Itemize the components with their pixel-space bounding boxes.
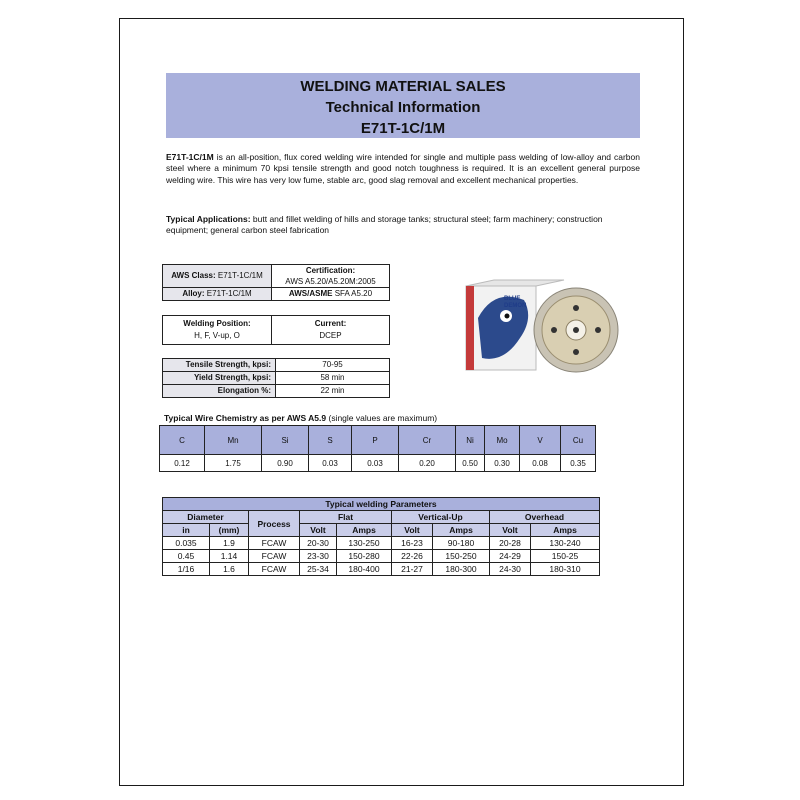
vertical-header: Vertical-Up [392, 511, 490, 524]
certification-cell [272, 265, 390, 288]
param-cell: 0.035 [163, 537, 210, 550]
param-cell: 1.6 [210, 563, 249, 576]
intro-product: E71T-1C/1M [166, 152, 214, 162]
asme-cell [272, 288, 390, 301]
chem-header: S [309, 426, 352, 455]
param-cell: 1.14 [210, 550, 249, 563]
intro-paragraph [166, 152, 640, 186]
param-cell: 180-300 [433, 563, 490, 576]
title-banner [166, 73, 640, 138]
param-cell: FCAW [249, 537, 300, 550]
chem-value: 1.75 [205, 455, 262, 472]
chem-header: Mo [485, 426, 520, 455]
chem-value: 0.35 [561, 455, 596, 472]
overhead-amps-header: Amps [531, 524, 600, 537]
chem-value: 0.03 [309, 455, 352, 472]
title-line-2: Technical Information [325, 99, 481, 116]
chem-header: Cu [561, 426, 596, 455]
alloy-value: E71T-1C/1M [206, 289, 252, 298]
yield-value: 58 min [276, 372, 390, 385]
chem-value: 0.12 [160, 455, 205, 472]
param-cell: 130-240 [531, 537, 600, 550]
product-photo [464, 278, 624, 378]
param-cell: 16-23 [392, 537, 433, 550]
intro-text: is an all-position, flux cored welding wire intended for single and multiple pass welding of low-alloy and carbon steel where a minimum 70 kpsi tensile strength and good notch toughness is required. It is an excellent general purpose welding wire. This wire has very low fume, stable arc, good slag removal and excellent mechanical properties. [166, 152, 640, 185]
title-line-1: WELDING MATERIAL SALES [300, 78, 506, 95]
chem-value: 0.08 [520, 455, 561, 472]
process-header: Process [249, 511, 300, 537]
chem-header: P [352, 426, 399, 455]
brand-line-1: BLUE [504, 296, 521, 302]
param-cell: 150-280 [337, 550, 392, 563]
param-cell: 90-180 [433, 537, 490, 550]
chem-header: V [520, 426, 561, 455]
box-red-stripe [466, 286, 474, 370]
in-header: in [163, 524, 210, 537]
chemistry-table [159, 425, 596, 472]
param-cell: 24-29 [490, 550, 531, 563]
title-line-3: E71T-1C/1M [360, 120, 446, 137]
param-cell: 24-30 [490, 563, 531, 576]
yield-label: Yield Strength, kpsi: [163, 372, 276, 385]
applications-paragraph [166, 214, 640, 237]
elongation-label: Elongation %: [163, 385, 276, 398]
param-cell: 23-30 [300, 550, 337, 563]
param-cell: 180-310 [531, 563, 600, 576]
applications-text: butt and fillet welding of hills and storage tanks; structural steel; farm machinery; construction equipment; general carbon steel fabrication [166, 214, 603, 236]
param-cell: FCAW [249, 563, 300, 576]
chem-value: 0.03 [352, 455, 399, 472]
vertical-volt-header: Volt [392, 524, 433, 537]
chem-header: Ni [456, 426, 485, 455]
param-cell: 150-25 [531, 550, 600, 563]
brand-line-2: DEMON [504, 303, 527, 309]
param-cell: 25-34 [300, 563, 337, 576]
vertical-amps-header: Amps [433, 524, 490, 537]
param-cell: FCAW [249, 550, 300, 563]
param-cell: 20-28 [490, 537, 531, 550]
welding-parameters-table [162, 497, 600, 576]
params-row [163, 550, 600, 563]
position-value: H, F, V-up, O [194, 331, 240, 340]
asme-value: SFA A5.20 [334, 289, 373, 298]
chem-header: Si [262, 426, 309, 455]
aws-class-cell [163, 265, 272, 288]
param-cell: 21-27 [392, 563, 433, 576]
tensile-value: 70-95 [276, 359, 390, 372]
chem-header: Cr [399, 426, 456, 455]
flat-header: Flat [300, 511, 392, 524]
overhead-header: Overhead [490, 511, 600, 524]
aws-class-value: E71T-1C/1M [217, 271, 263, 280]
mm-header: (mm) [210, 524, 249, 537]
params-title: Typical welding Parameters [163, 498, 600, 511]
params-row [163, 537, 600, 550]
certification-label: Certification: [305, 266, 356, 275]
applications-label: Typical Applications: [166, 214, 251, 224]
current-label: Current: [314, 319, 347, 328]
chem-header: C [160, 426, 205, 455]
chem-value: 0.50 [456, 455, 485, 472]
position-table [162, 315, 390, 345]
position-label: Welding Position: [183, 319, 251, 328]
mechanical-table [162, 358, 390, 398]
flat-volt-header: Volt [300, 524, 337, 537]
alloy-cell [163, 288, 272, 301]
chem-value: 0.30 [485, 455, 520, 472]
current-cell [272, 316, 390, 345]
chem-value: 0.20 [399, 455, 456, 472]
param-cell: 180-400 [337, 563, 392, 576]
alloy-label: Alloy: [182, 289, 205, 298]
elongation-value: 22 min [276, 385, 390, 398]
param-cell: 150-250 [433, 550, 490, 563]
certification-value: AWS A5.20/A5.20M:2005 [285, 277, 376, 286]
current-value: DCEP [319, 331, 342, 340]
flat-amps-header: Amps [337, 524, 392, 537]
aws-class-label: AWS Class: [171, 271, 216, 280]
tensile-label: Tensile Strength, kpsi: [163, 359, 276, 372]
param-cell: 22-26 [392, 550, 433, 563]
diameter-header: Diameter [163, 511, 249, 524]
overhead-volt-header: Volt [490, 524, 531, 537]
param-cell: 20-30 [300, 537, 337, 550]
asme-label: AWS/ASME [288, 289, 333, 298]
params-row [163, 563, 600, 576]
chemistry-title: Typical Wire Chemistry as per AWS A5.9 (single values are maximum) [164, 413, 438, 423]
param-cell: 1.9 [210, 537, 249, 550]
param-cell: 0.45 [163, 550, 210, 563]
class-table [162, 264, 390, 301]
param-cell: 130-250 [337, 537, 392, 550]
param-cell: 1/16 [163, 563, 210, 576]
position-cell [163, 316, 272, 345]
chem-value: 0.90 [262, 455, 309, 472]
chem-header: Mn [205, 426, 262, 455]
